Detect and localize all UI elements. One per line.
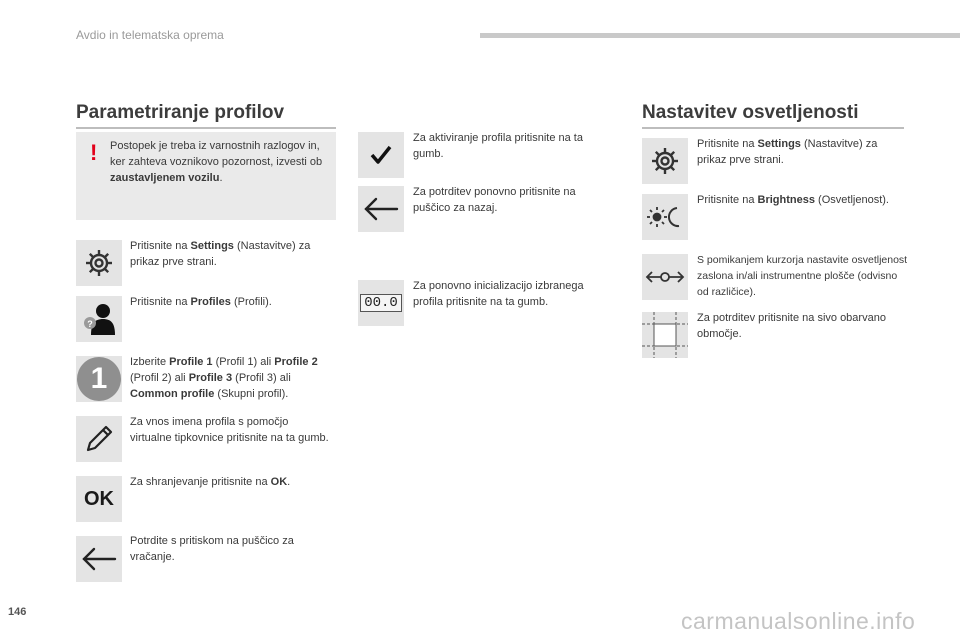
warning-text: Postopek je treba iz varnostnih razlogov in, ker zahteva voznikovo pozornost, izvesti ob zaustavljenem vozilu.	[110, 140, 323, 184]
title-rule	[76, 127, 336, 129]
page-number: 146	[8, 606, 27, 618]
step-back-again-text: Za potrditev ponovno pritisnite na puščico za nazaj.	[413, 186, 576, 214]
back-arrow-icon	[358, 186, 404, 232]
section-title-profiles: Parametriranje profilov	[76, 102, 285, 123]
step-brightness-text: Pritisnite na Brightness (Osvetljenost).	[697, 194, 889, 206]
step-profiles-text: Pritisnite na Profiles (Profili).	[130, 296, 272, 308]
number-one-icon	[76, 356, 122, 402]
gear-icon	[642, 138, 688, 184]
step-reset-text: Za ponovno inicializacijo izbranega profila pritisnite na ta gumb.	[413, 280, 584, 308]
reset-display-icon	[358, 280, 404, 326]
step-settings-text: Pritisnite na Settings (Nastavitve) za prikaz prve strani.	[130, 240, 311, 268]
ok-icon	[76, 476, 122, 522]
step-confirm-back-text: Potrdite s pritiskom na puščico za vračanje.	[130, 535, 294, 563]
title-rule	[642, 127, 904, 129]
watermark: carmanualsonline.info	[681, 608, 916, 634]
step-name-text: Za vnos imena profila s pomočjo virtualne tipkovnice pritisnite na ta gumb.	[130, 416, 329, 444]
gear-icon	[76, 240, 122, 286]
pencil-icon	[76, 416, 122, 462]
step-choose-profile-text: Izberite Profile 1 (Profil 1) ali Profile 2 (Profil 2) ali Profile 3 (Profil 3) ali Common profile (Skupni profil).	[130, 356, 318, 400]
warning-icon: !	[90, 140, 98, 165]
reset-display-label: 00.0	[360, 294, 402, 312]
running-header: Avdio in telematska oprema	[76, 28, 224, 42]
ok-label: OK	[84, 487, 114, 510]
step-settings-text: Pritisnite na Settings (Nastavitve) za prikaz prve strani.	[697, 138, 878, 166]
brightness-icon	[642, 194, 688, 240]
step-save-text: Za shranjevanje pritisnite na OK.	[130, 476, 291, 488]
section-title-brightness: Nastavitev osvetljenosti	[642, 102, 859, 123]
checkmark-icon	[358, 132, 404, 178]
grid-area-icon	[642, 312, 688, 358]
step-activate-text: Za aktiviranje profila pritisnite na ta gumb.	[413, 132, 583, 160]
back-arrow-icon	[76, 536, 122, 582]
step-slider-text: S pomikanjem kurzorja nastavite osvetljenost zaslona in/ali instrumentne plošče (odvisno od različice).	[697, 254, 908, 298]
svg-text:?: ?	[87, 319, 93, 329]
header-bar	[480, 33, 960, 38]
step-confirm-area-text: Za potrditev pritisnite na sivo obarvano območje.	[697, 312, 886, 340]
slider-icon	[642, 254, 688, 300]
number-one-badge: 1	[77, 357, 121, 401]
profile-icon	[76, 296, 122, 342]
